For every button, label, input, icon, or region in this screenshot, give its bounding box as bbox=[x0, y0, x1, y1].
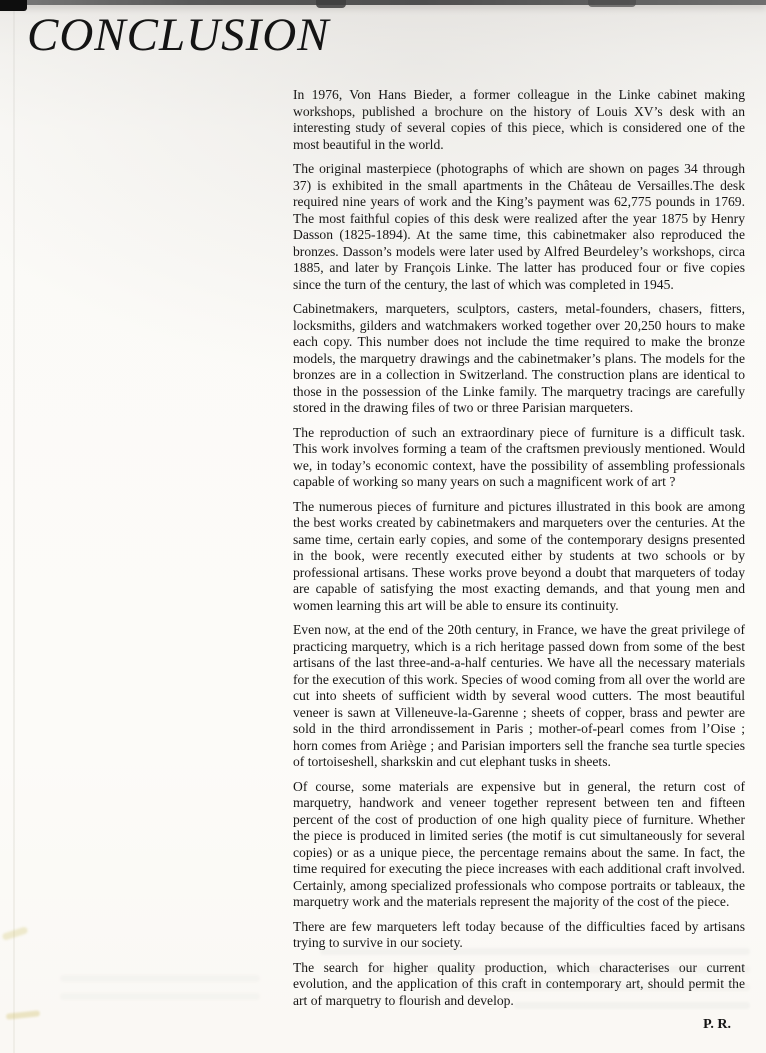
page-title: CONCLUSION bbox=[27, 9, 330, 61]
scan-edge-mark bbox=[316, 0, 346, 8]
paragraph-9: The search for higher quality production, which characterises our current evolution, and the application of this craft in contemporary art, should permit the art of marquetry to flourish and develop. bbox=[293, 959, 745, 1008]
paragraph-5: The numerous pieces of furniture and pictures illustrated in this book are among the best works created by cabinetmakers and marqueters over the centuries. At the same time, certain early copies, and some of the contemporary designs presented in the book, were recently executed either by students at two schools or by professional artisans. These works prove beyond a doubt that marqueters of today are capable of satisfying the most exacting demands, and that young men and women learning this art will be able to ensure its continuity. bbox=[293, 498, 745, 613]
scan-smudge bbox=[6, 1010, 40, 1020]
page-crease-line bbox=[13, 0, 15, 1053]
page-showthrough bbox=[60, 975, 260, 1011]
paragraph-4: The reproduction of such an extraordinary piece of furniture is a difficult task. This work involves forming a team of the craftsmen previously mentioned. Would we, in today’s economic context, have the possibility of assembling professionals capable of working so many years on such a magnificent work of art ? bbox=[293, 424, 745, 489]
author-initials: P. R. bbox=[703, 1017, 731, 1032]
paragraph-3: Cabinetmakers, marqueters, sculptors, casters, metal-founders, chasers, fitters, locksmiths, gilders and watchmakers worked together over 20,250 hours to make each copy. This number does not include the time required to make the bronze models, the marquetry drawings and the cabinetmaker’s plans. The models for the bronzes are in a collection in Switzerland. The construction plans are identical to those in the possession of the Linke family. The marquetry tracings are carefully stored in the drawing files of two or three Parisian marqueters. bbox=[293, 301, 745, 415]
paragraph-2: The original masterpiece (photographs of which are shown on pages 34 through 37) is exhibited in the small apartments in the Château de Versailles.The desk required nine years of work and the King’s payment was 62,775 pounds in 1769. The most faithful copies of this desk were realized after the year 1875 by Henry Dasson (1825-1894). At the same time, this cabinetmaker also reproduced the bronzes. Dasson’s models were later used by Alfred Beurdeley’s workshops, circa 1885, and later by François Linke. The latter has produced four or five copies since the turn of the century, the last of which was completed in 1945. bbox=[293, 161, 745, 292]
scan-corner-mark bbox=[0, 0, 27, 11]
paragraph-1: In 1976, Von Hans Bieder, a former colleague in the Linke cabinet making workshops, published a brochure on the history of Louis XV’s desk with an interesting study of several copies of this piece, which is considered one of the most beautiful in the world. bbox=[293, 87, 745, 152]
text-column bbox=[293, 87, 745, 1033]
scan-top-edge bbox=[0, 0, 766, 5]
paragraph-8: There are few marqueters left today because of the difficulties faced by artisans trying to survive in our society. bbox=[293, 918, 745, 950]
paragraph-7: Of course, some materials are expensive but in general, the return cost of marquetry, handwork and veneer together represent between ten and fifteen percent of the cost of production of one high quality piece of furniture. Whether the piece is produced in limited series (the motif is cut simultaneously for several copies) or as a unique piece, the percentage remains about the same. In fact, the time required for executing the piece increases with each additional craft involved. Certainly, among specialized professionals who compose portraits or tableaux, the marquetry work and the materials represent the majority of the cost of the piece. bbox=[293, 778, 745, 909]
scan-edge-mark bbox=[588, 0, 636, 7]
paragraph-6: Even now, at the end of the 20th century, in France, we have the great privilege of practicing marquetry, which is a rich heritage passed down from some of the best artisans of the last three-and-a-half centuries. We have all the necessary materials for the execution of this work. Species of wood coming from all over the world are cut into sheets of sufficient width by several wood cutters. The most beautiful veneer is sawn at Villeneuve-la-Garenne ; sheets of copper, brass and pewter are sold in the third arrondissement in Paris ; mother-of-pearl comes from l’Oise ; horn comes from Ariège ; and Parisian importers sell the franche sea turtle species of tortoiseshell, sharkskin and cut elephant tusks in sheets. bbox=[293, 622, 745, 769]
